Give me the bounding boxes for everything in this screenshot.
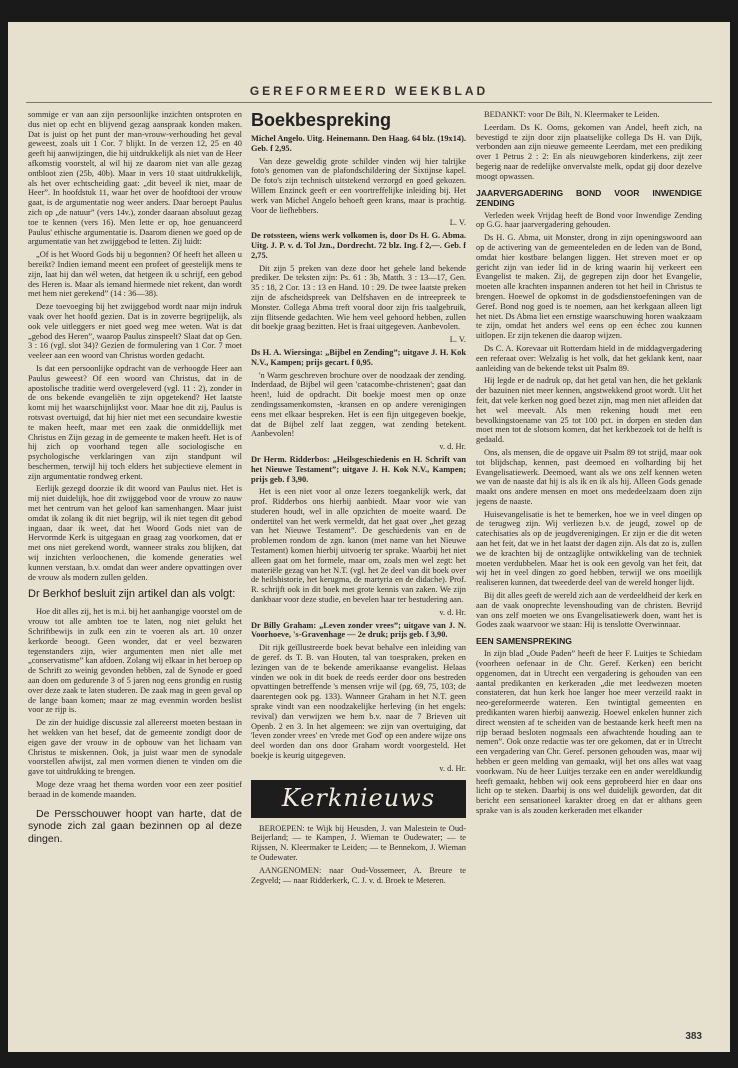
paragraph: Deze toevoeging bij het zwijggebod wordt naar mijn indruk vaak over het hoofd gezien. Dat is in zoverre begrijpelijk, als ook vele uitleggers er niet goed weg mee weten. Wat is dat „gebod des Heren”, waarop Paulus zinspeelt? Slaat dat op Gen. 3 : 16 (vgl. slot 34)? Gezien de formulering van 1 Cor. 7 moet veeleer aan een woord van Christus worden gedacht. <box>28 302 242 361</box>
review-signature: v. d. Hr. <box>439 763 466 773</box>
news-item: BEROEPEN: te Wijk bij Heusden, J. van Malestein te Oud-Beijerland; — te Kampen, J. Wieman te Oudewater; — te Rijssen, N. Kleermaker te Leiden; — te Bennekom, J. Wieman te Oudewater. <box>251 823 466 862</box>
review-title: Dr Billy Graham: „Leven zonder vrees”; uitgave van J. N. Voorhoeve, 's-Gravenhage — 2e druk; prijs geb. f 3,90. <box>251 620 466 640</box>
newspaper-page <box>8 22 730 1052</box>
paragraph: De zin der huidige discussie zal allereerst moeten bestaan in het wekken van het besef, dat de gemeente zondigt door de eigen gave der vrouw in de opbouw van het lichaam van Christus te miskennen. Ook, ja juist waar men de synodale voorstellen afwijst, zal men vormen dienen te vinden om die gave tot uitdrukking te brengen. <box>28 718 242 777</box>
column-1 <box>28 110 242 1040</box>
review-body: 'n Warm geschreven brochure over de noodzaak der zending. Inderdaad, de Bijbel wil geen 'catacombe-christenen'; gaat dan heen!, luid de opdracht. Dit boekje moest men op onze zendingssamenkomsten, -kransen en op andere verenigingen eens met elkaar bespreken. Het is een fijn uitgegeven boekje, dat de Bijbel zelf laat zeggen, wat zending betekent. Aanbevolen! <box>251 370 466 439</box>
review-title: Michel Angelo. Uitg. Heinemann. Den Haag. 64 blz. (19x14). Geb. f 2,95. <box>251 134 466 153</box>
review-signature: L. V. <box>449 218 466 228</box>
review-title: Ds H. A. Wiersinga: „Bijbel en Zending”; uitgave J. H. Kok N.V., Kampen; prijs gecart. f 0,95. <box>251 347 466 367</box>
paragraph: Leerdam. Ds K. Ooms, gekomen van Andel, heeft zich, na bevestigd te zijn door zijn plaatselijke collega Ds H. van Dijk, verbonden aan zijn nieuwe gemeente Leerdam, met een prediking over 1 Petrus 2 : 2: En als nieuwgeboren kinderkens, zijt zeer begerig naar de redelijke onvervalste melk, opdat gij door dezelve moogt opwassen. <box>476 122 702 181</box>
review-title: Dr Herm. Ridderbos: „Heilsgeschiedenis en H. Schrift van het Nieuwe Testament”; uitgave J. H. Kok N.V., Kampen; prijs geb. f 3,90. <box>251 454 466 484</box>
kerknieuws-banner: Kerknieuws <box>251 780 466 818</box>
paragraph: Moge deze vraag het thema worden voor een zeer positief beraad in de komende maanden. <box>28 780 242 799</box>
paragraph: Ds H. G. Abma, uit Monster, drong in zijn openingswoord aan op de activering van de gemeenteleden en de leden van de Bond, omdat hier kostbare belangen liggen. Het streven moet er op gericht zijn van ieder lid in de kring waarin hij verkeert een Evangelist te maken. Zij, de gegrepen zijn door het Evangelie, moeten alle krachten inspannen anderen tot het heil in Christus te brengen. Hoewel de opkomst in de godsdienstoefeningen van de Geref. Bond nog goed is te noemen, aan het kerkgaan alleen ligt het niet. Ds Abma liet een ernstige waarschuwing horen waakzaam te zijn, omdat het anders wel eens op een échec zou kunnen uitlopen. Er zijn tekenen die daarop wijzen. <box>476 233 702 341</box>
paragraph: In zijn blad „Oude Paden” heeft de heer F. Luitjes te Schiedam (voorheen oefenaar in de Chr. Geref. Kerken) een bericht opgenomen, dat in Utrecht een vergadering is gehouden van een aantal predikanten en kerkeraden „die met leedwezen moeten constateren, dat hun kerk hoe langer hoe meer verzeild raakt in neo-gereformeerde wateren. Een twintigtal gemeenten en predikanten waren hierbij aanwezig. Hoewel enkelen hunner zich direct wensten af te scheiden van de bestaande kerk heeft men na rijp beraad besloten nogmaals een afwachtende houding aan te nemen”. Ook onze redactie was ter ore gekomen, dat er in Utrecht een vergadering van Chr. Geref. personen gehouden was, maar wij hebben er geen melding van gemaakt, wijl het ons alles wat vaag voorkwam. Nu de heer Luitjes terzake een en ander wereldkundig heeft gemaakt, hebben wij ook eens geprobeerd hier en daar ons licht op te steken. Daarbij is ons wel duidelijk geworden, dat dit bericht een sensationeel karakter droeg en dat er althans geen sprake van is als zouden kerkeraden met elkander <box>476 649 702 815</box>
paragraph: Huisevangelisatie is het te bemerken, hoe we in veel dingen op de terugweg zijn. Wij verliezen b.v. de jeugd, zowel op de catechisaties als op de jeugdverenigingen. Er zijn er die dit weten aan het feit, dat we in het laatst der dagen zijn. Als dat zo is, zullen we de krachten bij de ontzaglijke ontwikkeling van de techniek moeten verdubbelen. Maar het is ook een gevolg van het feit, dat wij het in veel dingen zo goed hebben, terwijl we ons moeilijk realiseren kunnen, dat tweederde deel van de wereld honger lijdt. <box>476 509 702 588</box>
review-body: Dit rijk geïllustreerde boek bevat behalve een inleiding van de geref. ds T. B. van Houten, tal van toespraken, preken en lezingen van de te bekende amerikaanse evangelist. Helaas vinden we ook in dit boek de reeds eerder door ons bestreden opvattingen betreffende 's mensen vrije wil (pg. 69, 75, 103; de daarentegen ook pg. 133). Wanneer Graham in het N.T. geen sprake vindt van een noodzakelijke herleving (in het engels: revival) dan verwijzen we hem b.v. naar de 7 Brieven uit Openb. 2 en 3. In het algemeen: we zijn van overtuiging, dat 'leven zonder vrees' en 'vrede met God' op een andere wijze ons deel worden dan ons door Graham wordt voorgesteld. Het boekje is keurig uitgegeven. <box>251 643 466 761</box>
section-heading: Dr Berkhof besluit zijn artikel dan als volgt: <box>28 588 236 601</box>
section-heading: EEN SAMENSPREKING <box>476 636 572 647</box>
section-heading: JAARVERGADERING BOND VOOR INWENDIGE ZENDING <box>476 187 702 208</box>
paragraph: Bij dit alles geeft de wereld zich aan de verdeeldheid der kerk en aan de vaak onoprechte levenshouding van de christen. Bevrijd van ons zelf moeten we ons Evangelisatiewerk doen, want het is Godes zaak waarvoor we staan: Hij is tenslotte Overwinnaar. <box>476 591 702 630</box>
paragraph: „Of is het Woord Gods bij u begonnen? Of heeft het alleen u bereikt? Indien iemand meent een profeet of geestelijk mens te zijn, laat hij dan wél weten, dat hetgeen ik u schrijf, een gebod des Heren is. Maar als iemand hiermede niet rekent, dan wordt met hem niet gerekend” (14 : 36—38). <box>28 250 242 299</box>
paragraph: Hoe dit alles zij, het is m.i. bij het aanhangige voorstel om de vrouw tot alle ambten toe te laten, nog niet gelukt het Schriftbewijs in zulk een zin te voeren als art. 10 onzer kerkorde beoogt. Geen wonder, dat er veel bezwaren tegenstanders zijn, wier argumenten men niet alle met „conservatisme” kan afdoen. Zolang wij elkaar in het beroep op de Schrift zo weinig gevonden hebben, zal de Synode er goed aan doen om gedurende 3 of 5 jaren nog eens grondig en rustig over deze zaak te laten studeren. De zaak mag in geen geval op de lange baan komen; maar ze mag evenmin worden beslist voor ze rijp is. <box>28 607 242 715</box>
closing-statement: De Persschouwer hoopt van harte, dat de synode zich zal gaan bezinnen op al deze dingen. <box>28 807 242 845</box>
column-3 <box>476 110 702 1040</box>
paragraph: Ons, als mensen, die de opgave uit Psalm 89 tot strijd, maar ook tot blijdschap, kennen, past deemoed en volharding bij het Evangelisatiewerk. Deemoed, want als we ons zelf kennen weten we van de naaste dat hij is als ik en ik als hij. Alleen Gods genade maakt ons andere mensen en moet ons mededeelzaam doen zijn jegens de naaste. <box>476 447 702 506</box>
review-signature: L. V. <box>449 335 466 345</box>
paragraph: Verleden week Vrijdag heeft de Bond voor Inwendige Zending op G.G. haar jaarvergadering gehouden. <box>476 210 702 230</box>
paragraph: Hij legde er de nadruk op, dat het getal van hen, die het geklank der bazuinen niet meer kennen, angstwekkend groot wordt. Uit het feit, dat vele kerken nog goed bezet zijn, mag men niet afleiden dat het wel meevalt. Als men rekening houdt met een bevolkingstoename van 25 tot 100 pct. in dorpen en steden dan moet men tot de slotsom komen, dat het kerkbezoek tot de helft is gedaald. <box>476 376 702 445</box>
masthead-rule <box>26 102 712 103</box>
page-number: 383 <box>685 1031 702 1042</box>
paragraph: Ds C. A. Korevaar uit Rotterdam hield in de middagvergadering een referaat over: Welzalig is het volk, dat het geklank kent, naar aanleiding van de bekende tekst uit Psalm 89. <box>476 343 702 373</box>
review-signature: v. d. Hr. <box>439 607 466 617</box>
paragraph: Is dat een persoonlijke opdracht van de verhoogde Heer aan Paulus geweest? Of een woord van Christus, dat in de apostolische traditie werd overgeleverd (vgl. 11 : 2), zonder in de ons bekende evangeliën te zijn opgetekend? Het laatste komt mij het waarschijnlijkst voor. Maar hoe dit zij, Paulus is rotsvast overtuigd, dat hij hier niet met een secundaire kwestie te maken heeft, maar met een zaak die onmiddellijk met Christus en Zijn gezag in de gemeente te maken heeft. Het is of hij zich op voorhand tegen alle sociologische en psychologische verklaringen van zijn standpunt wil beschermen, terwijl hij toch elders het subjectieve element in zijn argumentatie rondweg erkent. <box>28 363 242 481</box>
review-body: Dit zijn 5 preken van deze door het gehele land bekende prediker. De teksten zijn: Ps. 61 : 3b, Matth. 3 : 13—17, Gen. 35 : 18, 2 Cor. 13 : 13 en Hand. 10 : 29. De twee laatste preken zijn de afscheidspreek van Delfshaven en de intreepreek te Monster. Collega Abma treft vooral door zijn fris taalgebruik, zijn flitsende gedachten. Wie hem veel gehoord hebben, zullen dit boekje graag bezitten. Het is fraai uitgegeven. Aanbevolen. <box>251 263 466 332</box>
review-body: Het is een niet voor al onze lezers toegankelijk werk, dat prof. Ridderbos ons hierbij aanbiedt. Maar voor wie van studeren houdt, wel in alle opzichten de moeite waard. De ondertitel van het werk vermeldt, dat het gaat over „het gezag van het Nieuwe Testament”. De geschiedenis van en de problemen rondom de zgn. kanon (met name van het Nieuwe Testament) komen hierbij uitvoerig ter sprake. Waarbij het niet alleen gaat om het formele, maar om, zoals men wel zegt: het materiële gezag van het N.T. (vgl. het 2e deel van dit boek over de heilshistorie, het kerugma, de martyria en de didache). Prof. R. schrijft ook in dit boek met grote kennis van zaken. We zijn dankbaar voor deze studie, en bevelen haar ter bestudering aan. <box>251 487 466 605</box>
review-body: Van deze geweldig grote schilder vinden wij hier talrijke foto's genomen van de plafondschildering der Sixtijnse kapel. De foto's zijn technisch uitstekend verzorgd en goed gekozen. Willem Enzinck geeft er een voortreffelijke inleiding bij. Het werk van Michel Angelo behoeft geen krans, maar is prachtig. Voor de liefhebbers. <box>251 156 466 215</box>
masthead: GEREFORMEERD WEEKBLAD <box>249 84 489 98</box>
news-item: AANGENOMEN: naar Oud-Vossemeer, A. Breure te Zegveld; — naar Ridderkerk, C. J. v. d. Broek te Meteren. <box>251 865 466 885</box>
review-signature: v. d. Hr. <box>439 442 466 452</box>
section-title-boekbespreking: Boekbespreking <box>251 110 392 130</box>
paragraph: BEDANKT: voor De Bilt, N. Kleermaker te Leiden. <box>484 110 660 119</box>
column-2 <box>251 110 466 1040</box>
review-title: De rotssteen, wiens werk volkomen is, door Ds H. G. Abma. Uitg. J. P. v. d. Tol Jzn., Dordrecht. 72 blz. Ing. f 2,—. Geb. f 2,75. <box>251 231 466 260</box>
paragraph: sommige er van aan zijn persoonlijke inzichten ontsproten en dus niet op echt en blijvend gezag aanspraak konden maken. Dat is juist op het punt der man-vrouw-verhouding het geval geweest, zoals uit 1 Cor. 7 blijkt. In de verzen 12, 25 en 40 geeft hij aanwijzingen, die hij uitdrukkelijk als niet van de Heer afkomstig voorstelt, al wil hij ze daarom niet van alle gezag ontbloot zien (25b, 40b). Maar in vers 10 staat uitdrukkelijk, als het over echtscheiding gaat: „dit beveel ik niet, maar de Heer”. In hoofdstuk 11, waar het over de hoofdtooi der vrouw gaat, is de argumentatie nog weer anders. Daar beroept Paulus zich op „de natuur” (vers 14v.), zonder daaraan absoluut gezag toe te kennen (vers 16). Men lette er op, hoe genuanceerd Paulus' ethische argumentatie is. Daarom dienen we goed op de argumentatie van het zwijggebod te letten. Zij luidt: <box>28 110 242 247</box>
paragraph: Eerlijk gezegd doorzie ik dit woord van Paulus niet. Het is mij niet duidelijk, hoe dit zwijggebod voor de vrouw zo nauw met het centrum van het geloof kan samenhangen. Maar juist omdat ik zolang ik dit niet begrijp, wil ik niet tegen dit gebod ingaan, daar ik weet, dat het Woord Gods niet van de Hervormde Kerk is uitgegaan en graag zag voorkomen, dat er met ons niet gerekend wordt, wanneer straks zou blijken, dat wij inzichten verloochenen, die komende generaties wel kunnen verstaan, b.v. omdat dan weer andere opvattingen over de vrouw als modern zullen gelden. <box>28 484 242 582</box>
